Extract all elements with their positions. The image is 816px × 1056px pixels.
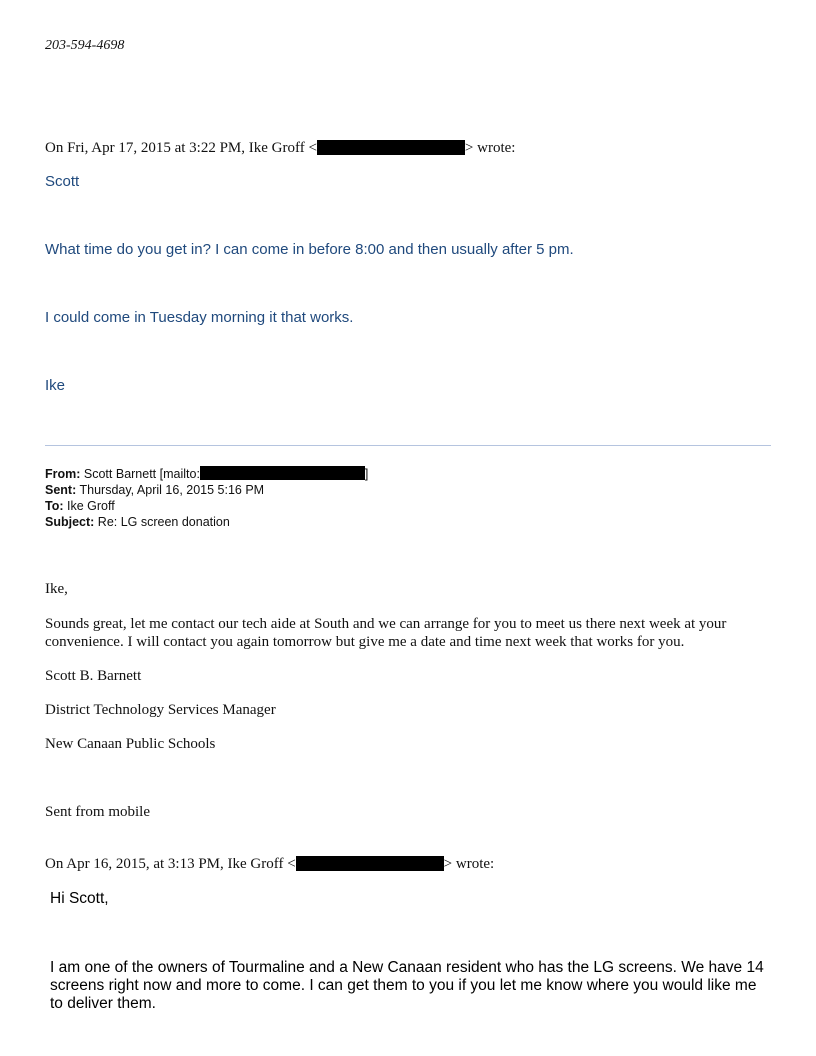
- redacted-email-box: [296, 856, 444, 871]
- original-body: I am one of the owners of Tourmaline and a New Canaan resident who has the LG screens. We have 14 screens right now and more to come. I can get them to you if you let me know where you would like me to deliver them.: [50, 959, 764, 1012]
- reply1-signoff: Ike: [45, 377, 66, 394]
- reply1-greeting: Scott: [45, 173, 80, 190]
- signature-name: Scott B. Barnett: [45, 668, 142, 684]
- signature-organization: New Canaan Public Schools: [45, 736, 216, 752]
- reply1-paragraph-2: I could come in Tuesday morning it that works.: [45, 309, 354, 326]
- message-divider: [45, 445, 771, 446]
- redacted-email-box: [317, 140, 465, 155]
- original-greeting: Hi Scott,: [50, 890, 109, 907]
- reply1-paragraph-1: What time do you get in? I can come in before 8:00 and then usually after 5 pm.: [45, 241, 574, 258]
- reply-attribution-2: On Apr 16, 2015, at 3:13 PM, Ike Groff < > wrote:: [45, 856, 495, 872]
- reply2-greeting: Ike,: [45, 581, 68, 597]
- reply-attribution-1: [45, 140, 515, 157]
- redacted-email-box: [200, 466, 365, 480]
- forward-header: [45, 466, 368, 530]
- header-from: From: Scott Barnett [mailto: ]: [45, 467, 369, 481]
- attribution-suffix: > wrote:: [464, 140, 516, 156]
- sent-from-mobile: Sent from mobile: [45, 804, 150, 820]
- signature-title: District Technology Services Manager: [45, 702, 276, 718]
- header-sent: Sent: Thursday, April 16, 2015 5:16 PM: [45, 483, 265, 497]
- header-to: To: Ike Groff: [45, 499, 115, 513]
- header-subject: Subject: Re: LG screen donation: [45, 515, 230, 529]
- signature-phone: 203-594-4698: [45, 38, 125, 53]
- reply2-body: Sounds great, let me contact our tech aide at South and we can arrange for you to meet us there next week at your convenience. I will contact you again tomorrow but give me a date and time next week that works for you.: [45, 616, 727, 650]
- attribution-prefix: On Fri, Apr 17, 2015 at 3:22 PM, Ike Groff <: [45, 140, 317, 156]
